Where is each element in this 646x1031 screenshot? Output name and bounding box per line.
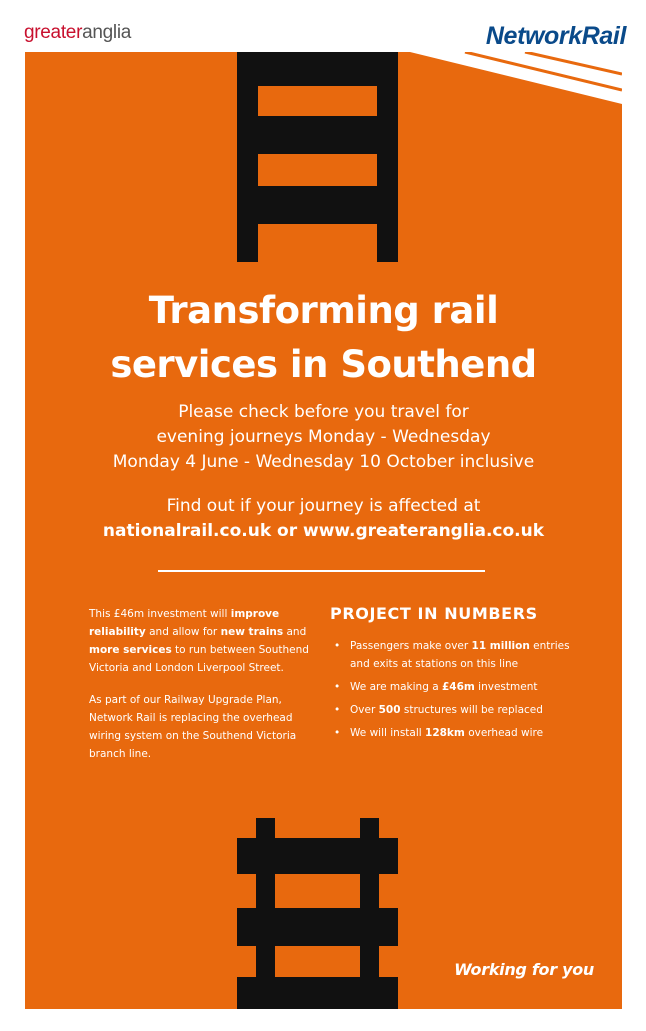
track-sleeper [237,908,398,946]
emphasis: 11 million [471,640,530,652]
text: and [283,626,307,638]
investment-paragraph [89,605,314,677]
project-heading: PROJECT IN NUMBERS [330,604,538,623]
text: entries and exits at stations on this line [350,640,570,670]
upgrade-plan-paragraph: As part of our Railway Upgrade Plan, Network Rail is replacing the overhead wiring system on the Southend Victoria branch line. [89,694,297,760]
emphasis: more services [89,644,172,656]
website-links: nationalrail.co.uk or www.greateranglia.co.uk [102,521,545,541]
headline-line2: services in Southend [110,343,537,386]
greateranglia-logo [24,22,131,44]
notice-line3: Monday 4 June - Wednesday 10 October inclusive [112,452,535,472]
text: overhead wire [464,727,544,739]
divider [158,570,485,572]
track-sleeper [237,186,398,224]
greateranglia-logo-part2: anglia [82,22,132,43]
text: Over [350,704,379,716]
notice-line1: Please check before you travel for [178,402,469,422]
greateranglia-logo-part1: greater [24,22,83,43]
project-bullets [330,637,570,742]
find-out-info [25,494,622,544]
track-sleeper [237,977,398,1009]
text: to run between Southend Victoria and London Liverpool Street. [89,644,309,674]
list-item [330,637,570,673]
tagline: Working for you [454,960,594,979]
emphasis: £46m [441,681,475,693]
orange-panel [25,52,622,1009]
emphasis: improve reliability [89,608,280,638]
text: and allow for [145,626,221,638]
investment-description [89,605,314,777]
track-sleeper [237,116,398,154]
project-in-numbers [330,604,570,747]
emphasis: new trains [220,626,284,638]
text: structures will be replaced [400,704,543,716]
list-item [330,678,570,696]
text: This £46m investment will [89,608,231,620]
track-sleeper [237,52,398,86]
notice-line2: evening journeys Monday - Wednesday [156,427,491,447]
list-item [330,724,570,742]
text: We will install [350,727,426,739]
list-item [330,701,570,719]
travel-notice [25,400,622,475]
text: investment [474,681,538,693]
headline-line1: Transforming rail [148,289,499,332]
headline [25,284,622,392]
networkrail-logo: NetworkRail [485,22,626,50]
networkrail-arrow-mark [410,52,622,104]
findout-line: Find out if your journey is affected at [166,496,481,516]
text: Passengers make over [350,640,472,652]
text: We are making a [350,681,442,693]
emphasis: 500 [378,704,401,716]
track-sleeper [237,838,398,874]
emphasis: 128km [425,727,465,739]
